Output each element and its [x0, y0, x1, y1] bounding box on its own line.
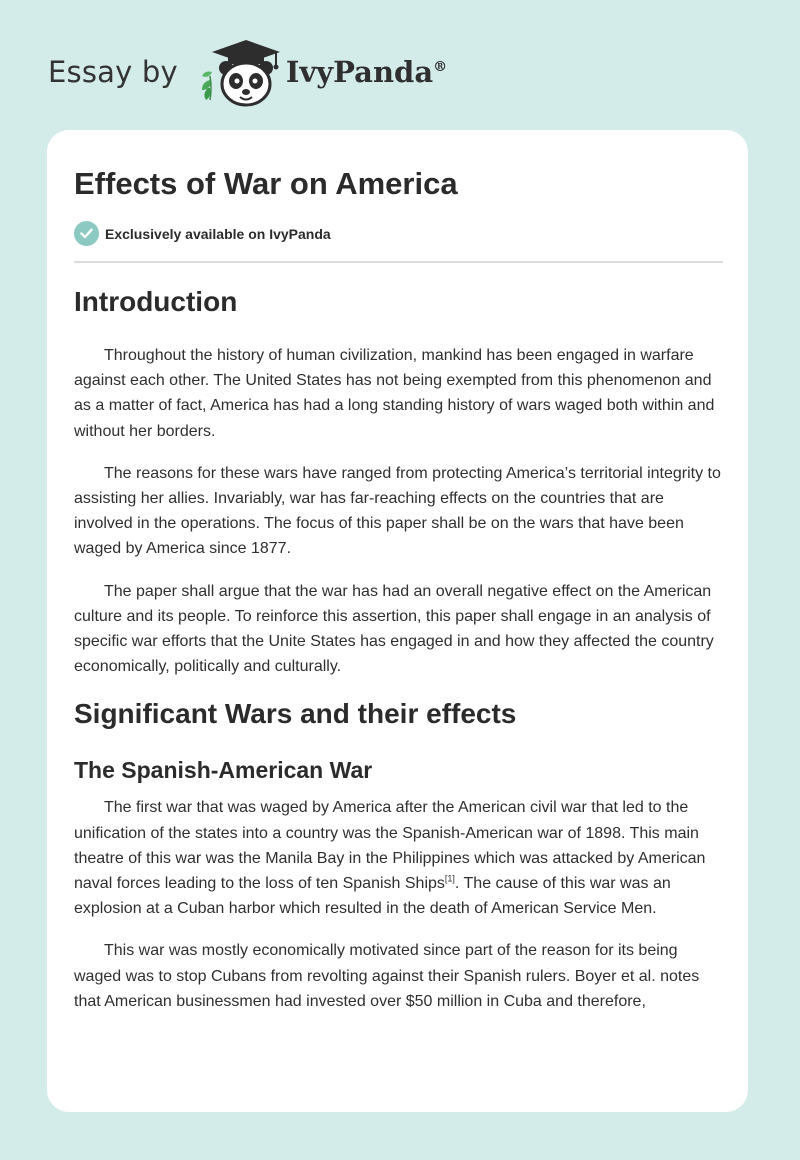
brand-name: IvyPanda® [285, 55, 448, 89]
heading-spanish-american-war: The Spanish-American War [74, 757, 373, 784]
article-card [47, 130, 748, 1112]
essay-by-label: Essay by [48, 55, 178, 89]
ivypanda-logo[interactable] [196, 36, 447, 108]
heading-significant-wars: Significant Wars and their effects [74, 698, 517, 730]
exclusive-badge [74, 221, 331, 246]
footnote-ref-1[interactable]: [1] [444, 873, 455, 884]
spanish-paragraph-1: The first war that was waged by America after the American civil war that led to the unification of the states into a country was the Spanish-American war of 1898. This main theatre of this war was the Manila Bay in the Philippines which was attacked by American naval forces leading to the loss of ten Spanish Ships[1]. The cause of this war was an explosion at a Cuban harbor which resulted in the death of American Service Men. [74, 799, 706, 918]
registered-mark: ® [433, 59, 448, 75]
spanish-paragraph-2: This war was mostly economically motivated since part of the reason for its being waged was to stop Cubans from revolting against their Spanish rulers. Boyer et al. notes that American businessmen had invested over $50 million in Cuba and therefore, [74, 942, 700, 1010]
exclusive-badge-label: Exclusively available on IvyPanda [105, 225, 331, 242]
intro-paragraph-2: The reasons for these wars have ranged from protecting America’s territorial integrity to assisting her allies. Invariably, war has far-reaching effects on the countries that are involved in the operations. The focus of this paper shall be on the wars that have been waged by America since 1877. [74, 464, 721, 558]
check-icon [74, 221, 99, 246]
intro-paragraph-3: The paper shall argue that the war has had an overall negative effect on the American culture and its people. To reinforce this assertion, this paper shall engage in an analysis of specific war efforts that the Unite States has engaged in and how they affected the country economically, politically and culturally. [74, 582, 714, 676]
article-body [74, 284, 723, 1031]
title-divider [74, 261, 723, 263]
panda-graduate-icon [196, 36, 282, 108]
intro-paragraph-1: Throughout the history of human civilization, mankind has been engaged in warfare against each other. The United States has not being exempted from this phenomenon and as a matter of fact, America has had a long standing history of wars waged both within and without her borders. [74, 347, 715, 440]
article-title: Effects of War on America [74, 166, 458, 201]
site-header [48, 36, 447, 108]
heading-introduction: Introduction [74, 286, 238, 317]
